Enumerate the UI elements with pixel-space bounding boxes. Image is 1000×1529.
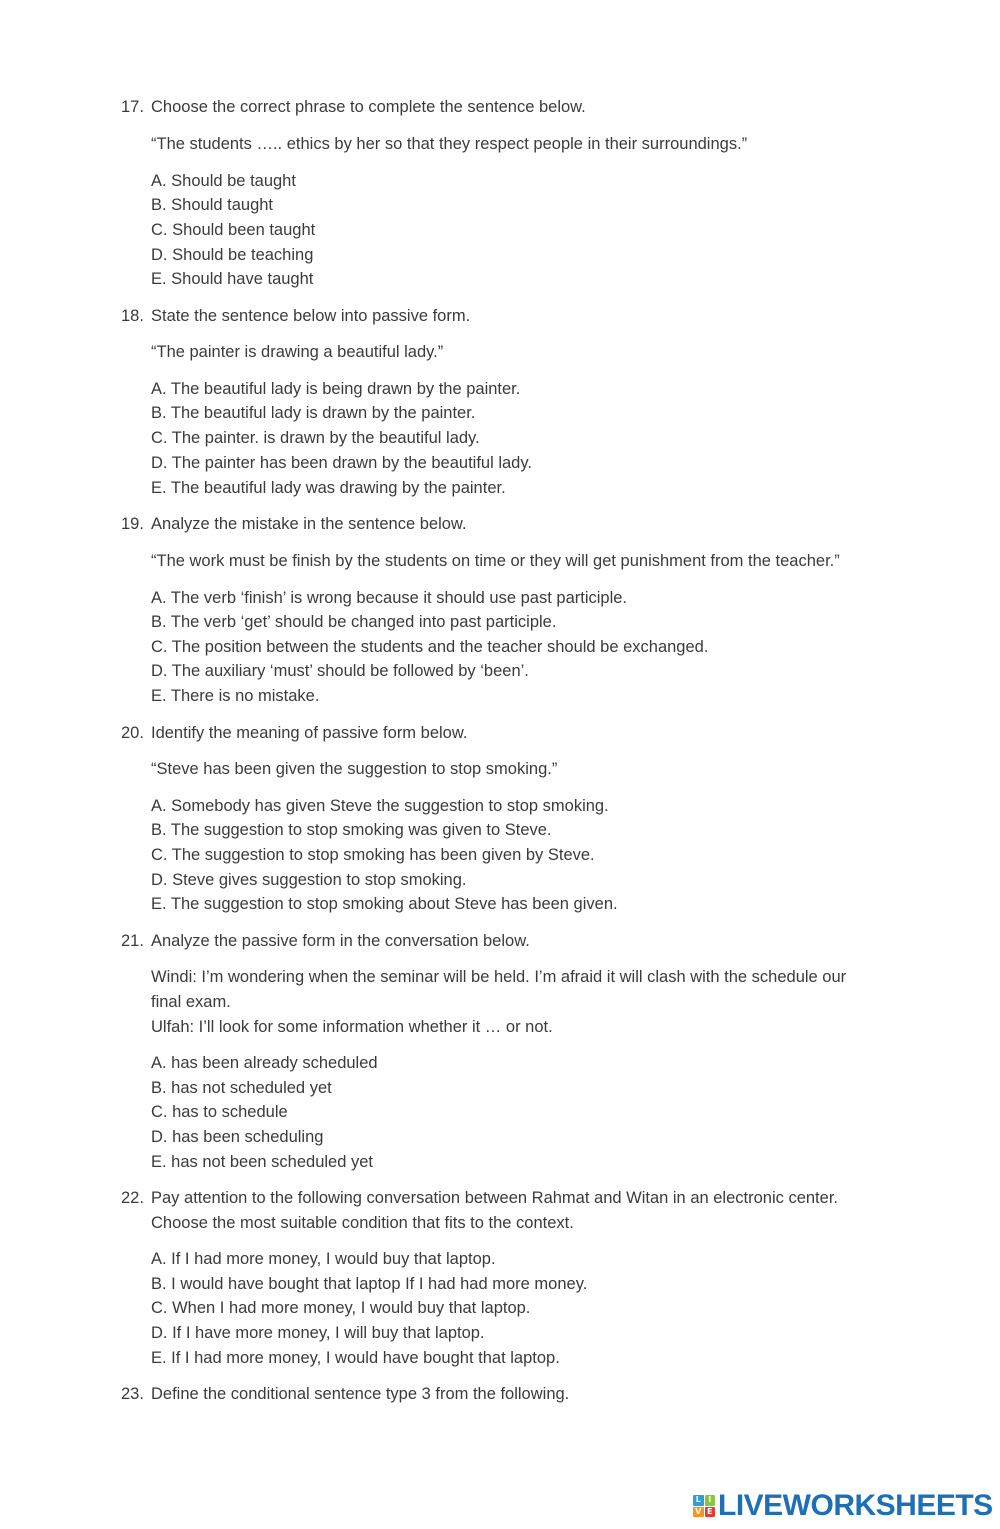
question-19-quote: “The work must be finish by the students on time or they will get punishment from the teacher.” (151, 552, 840, 570)
question-22-option-b[interactable]: B. I would have bought that laptop If I had had more money. (151, 1275, 588, 1293)
question-22-option-a[interactable]: A. If I had more money, I would buy that laptop. (151, 1250, 496, 1268)
question-20-option-c[interactable]: C. The suggestion to stop smoking has been given by Steve. (151, 846, 595, 864)
question-19-option-b[interactable]: B. The verb ‘get’ should be changed into past participle. (151, 613, 557, 631)
question-21-dialogue-line-1: Windi: I’m wondering when the seminar will be held. I’m afraid it will clash with the schedule our (151, 968, 847, 986)
question-22-option-c[interactable]: C. When I had more money, I would buy that laptop. (151, 1299, 531, 1317)
question-17-option-e[interactable]: E. Should have taught (151, 270, 314, 288)
question-18-option-e[interactable]: E. The beautiful lady was drawing by the painter. (151, 479, 506, 497)
question-18-prompt: State the sentence below into passive form. (151, 307, 471, 325)
question-22-number: 22. (121, 1189, 144, 1207)
question-21-option-e[interactable]: E. has not been scheduled yet (151, 1153, 373, 1171)
question-20-prompt: Identify the meaning of passive form below. (151, 724, 468, 742)
liveworksheets-wordmark: LIVEWORKSHEETS (718, 1489, 993, 1522)
question-21-option-c[interactable]: C. has to schedule (151, 1103, 288, 1121)
question-21-dialogue-line-2: final exam. (151, 993, 231, 1011)
question-21-option-b[interactable]: B. has not scheduled yet (151, 1079, 332, 1097)
question-19-prompt: Analyze the mistake in the sentence below. (151, 515, 467, 533)
question-17-option-c[interactable]: C. Should been taught (151, 221, 316, 239)
question-18-option-c[interactable]: C. The painter. is drawn by the beautiful lady. (151, 429, 480, 447)
question-21-number: 21. (121, 932, 144, 950)
question-21-prompt: Analyze the passive form in the conversation below. (151, 932, 530, 950)
question-17-prompt: Choose the correct phrase to complete the sentence below. (151, 98, 586, 116)
question-19-option-e[interactable]: E. There is no mistake. (151, 687, 320, 705)
question-20-option-a[interactable]: A. Somebody has given Steve the suggestion to stop smoking. (151, 797, 609, 815)
question-19-option-d[interactable]: D. The auxiliary ‘must’ should be followed by ‘been’. (151, 662, 529, 680)
question-22-prompt-line-2: Choose the most suitable condition that fits to the context. (151, 1214, 574, 1232)
liveworksheets-mark-icon: L I V E (693, 1495, 715, 1517)
question-17-number: 17. (121, 98, 144, 116)
question-23-prompt: Define the conditional sentence type 3 from the following. (151, 1385, 570, 1403)
question-19-number: 19. (121, 515, 144, 533)
liveworksheets-logo (693, 1488, 993, 1524)
question-19-option-c[interactable]: C. The position between the students and the teacher should be exchanged. (151, 638, 709, 656)
question-18-option-b[interactable]: B. The beautiful lady is drawn by the painter. (151, 404, 476, 422)
question-20-option-b[interactable]: B. The suggestion to stop smoking was given to Steve. (151, 821, 552, 839)
question-22-option-e[interactable]: E. If I had more money, I would have bought that laptop. (151, 1349, 560, 1367)
question-17-option-a[interactable]: A. Should be taught (151, 172, 296, 190)
question-20-quote: “Steve has been given the suggestion to stop smoking.” (151, 760, 558, 778)
question-22-option-d[interactable]: D. If I have more money, I will buy that laptop. (151, 1324, 485, 1342)
question-21-dialogue-line-3: Ulfah: I’ll look for some information whether it … or not. (151, 1018, 553, 1036)
question-21-option-a[interactable]: A. has been already scheduled (151, 1054, 378, 1072)
question-17-quote: “The students ….. ethics by her so that they respect people in their surroundings.” (151, 135, 748, 153)
question-18-quote: “The painter is drawing a beautiful lady.” (151, 343, 444, 361)
question-21-option-d[interactable]: D. has been scheduling (151, 1128, 324, 1146)
question-20-number: 20. (121, 724, 144, 742)
question-17-option-b[interactable]: B. Should taught (151, 196, 274, 214)
question-17-option-d[interactable]: D. Should be teaching (151, 246, 314, 264)
question-20-option-e[interactable]: E. The suggestion to stop smoking about Steve has been given. (151, 895, 618, 913)
question-23-number: 23. (121, 1385, 144, 1403)
question-22-prompt: Pay attention to the following conversation between Rahmat and Witan in an electronic center. (151, 1189, 838, 1207)
question-19-option-a[interactable]: A. The verb ‘finish’ is wrong because it should use past participle. (151, 589, 628, 607)
question-20-option-d[interactable]: D. Steve gives suggestion to stop smoking. (151, 871, 467, 889)
question-18-number: 18. (121, 307, 144, 325)
question-18-option-a[interactable]: A. The beautiful lady is being drawn by the painter. (151, 380, 521, 398)
question-18-option-d[interactable]: D. The painter has been drawn by the beautiful lady. (151, 454, 532, 472)
